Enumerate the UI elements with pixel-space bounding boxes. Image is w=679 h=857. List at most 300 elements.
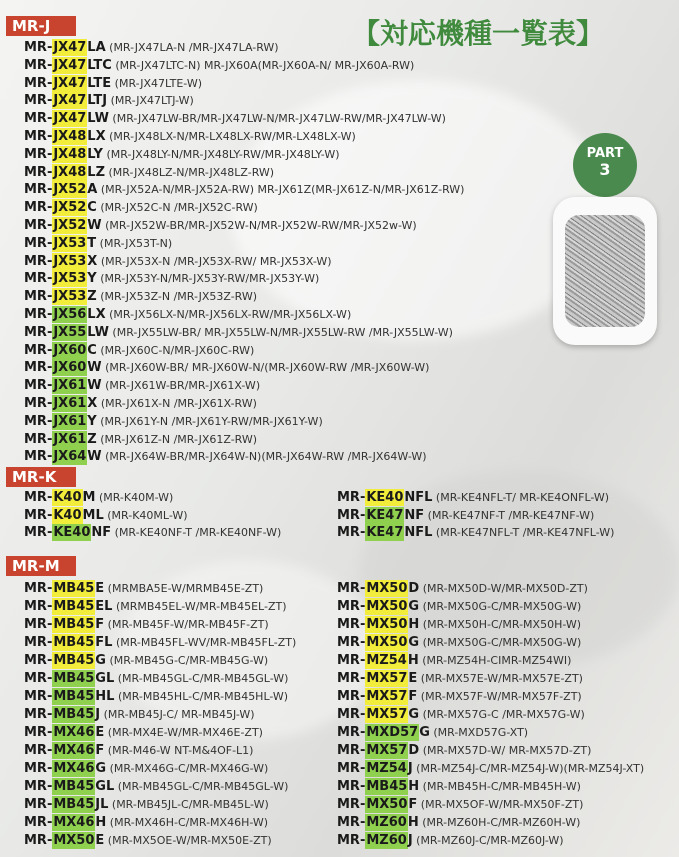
model-suffix: NF: [91, 525, 112, 540]
model-highlight: MZ54: [366, 653, 407, 668]
model-highlight: MZ54: [366, 761, 407, 776]
model-variants: (MR-MZ60J-C/MR-MZ60J-W): [412, 834, 564, 847]
model-suffix: LW: [87, 324, 109, 340]
model-row: [24, 199, 258, 216]
model-code: [24, 182, 97, 197]
model-code: [24, 271, 97, 286]
model-code: [24, 360, 102, 375]
model-code: [24, 414, 97, 429]
model-code: [337, 689, 417, 704]
model-highlight: JX55: [53, 324, 87, 340]
model-suffix: J: [407, 833, 413, 848]
model-prefix: MR-: [337, 490, 366, 505]
model-highlight: MX46: [53, 725, 95, 740]
model-row: [24, 814, 268, 831]
model-prefix: MR-: [24, 653, 53, 668]
model-prefix: MR-: [337, 725, 366, 740]
model-suffix: G: [95, 653, 106, 668]
model-suffix: LTC: [87, 57, 112, 73]
model-suffix: LX: [87, 307, 106, 322]
model-variants: (MR-MZ60H-C/MR-MZ60H-W): [418, 816, 581, 829]
model-prefix: MR-: [24, 271, 53, 287]
model-prefix: MR-: [24, 581, 53, 596]
model-variants: (MR-JX47LTE-W): [111, 76, 202, 90]
model-code: [337, 508, 424, 523]
model-suffix: F: [95, 743, 105, 758]
model-variants: (MR-MX4E-W/MR-MX46E-ZT): [104, 726, 263, 739]
model-suffix: W: [87, 378, 102, 394]
model-code: [24, 635, 112, 650]
model-suffix: H: [95, 815, 107, 830]
model-row: [337, 616, 581, 633]
model-highlight: JX53: [53, 271, 87, 287]
model-prefix: MR-: [24, 200, 53, 216]
model-code: [24, 833, 104, 848]
model-code: [24, 743, 104, 758]
model-suffix: G: [408, 635, 420, 650]
filter-mesh: [565, 215, 645, 327]
model-variants: (MR-JX47LTJ-W): [107, 94, 194, 108]
model-prefix: MR-: [337, 617, 366, 632]
model-prefix: MR-: [24, 129, 53, 144]
model-suffix: E: [95, 725, 105, 740]
model-row: [24, 524, 281, 541]
model-highlight: JX47: [53, 57, 87, 73]
model-variants: (MR-JX53Y-N/MR-JX53Y-RW/MR-JX53Y-W): [96, 272, 320, 286]
model-code: [337, 797, 417, 812]
model-variants: (MR-JX53T-N): [96, 236, 173, 250]
model-row: [24, 57, 414, 74]
model-highlight: JX60: [53, 360, 87, 376]
model-suffix: Y: [87, 413, 97, 429]
model-prefix: MR-: [24, 146, 53, 162]
model-row: [24, 616, 269, 633]
model-highlight: MX57: [366, 743, 408, 758]
model-highlight: MB45: [53, 581, 95, 596]
model-row: [337, 724, 528, 741]
model-variants: (MR-KE47NFL-T /MR-KE47NFL-W): [432, 526, 615, 539]
model-highlight: JX48: [53, 129, 87, 144]
model-row: [24, 413, 323, 430]
model-highlight: MX50: [53, 833, 95, 848]
model-row: [24, 670, 288, 687]
model-suffix: C: [87, 342, 97, 358]
model-prefix: MR-: [24, 431, 53, 447]
model-prefix: MR-: [24, 218, 53, 233]
model-row: [337, 778, 581, 795]
model-row: [337, 706, 585, 723]
model-variants: (MRMBA5E-W/MRMB45E-ZT): [104, 582, 264, 595]
model-prefix: MR-: [24, 253, 53, 269]
model-variants: (MR-JX61X-N /MR-JX61X-RW): [97, 397, 257, 410]
model-prefix: MR-: [24, 833, 53, 848]
model-variants: (MR-MX5OE-W/MR-MX50E-ZT): [104, 834, 272, 847]
model-code: [24, 343, 97, 358]
model-variants: (MR-MX5OF-W/MR-MX50F-ZT): [417, 798, 584, 811]
model-highlight: MX46: [53, 761, 95, 776]
model-row: [337, 507, 594, 524]
model-variants: (MR-K40ML-W): [103, 508, 188, 522]
model-code: [337, 743, 419, 758]
model-row: [24, 760, 268, 777]
model-prefix: MR-: [24, 779, 53, 794]
model-row: [24, 270, 319, 287]
model-row: [24, 507, 188, 524]
model-code: [24, 432, 97, 447]
model-prefix: MR-: [337, 689, 366, 704]
model-code: [24, 254, 97, 269]
model-code: [24, 779, 114, 794]
model-row: [337, 598, 581, 615]
model-suffix: HL: [95, 689, 115, 704]
model-variants: (MR-MX46H-C/MR-MX46H-W): [106, 816, 269, 829]
model-variants: (MR-JX55LW-BR/ MR-JX55LW-N/MR-JX55LW-RW /MR-JX55LW-W): [108, 325, 453, 339]
model-highlight: MB45: [53, 671, 95, 686]
model-row: [24, 110, 446, 127]
model-suffix: E: [95, 833, 105, 848]
model-suffix: LTJ: [87, 93, 108, 109]
model-code: [337, 779, 419, 794]
model-row: [24, 306, 351, 323]
model-row: [24, 448, 427, 465]
model-variants: (MR-K40M-W): [95, 491, 174, 504]
model-row: [24, 395, 257, 412]
model-code: [337, 761, 413, 776]
model-prefix: MR-: [337, 671, 366, 686]
model-variants: (MR-MB45JL-C/MR-MB45L-W): [108, 798, 269, 811]
model-variants: (MR-JX47LTC-N) MR-JX60A(MR-JX60A-N/ MR-JX60A-RW): [111, 58, 415, 72]
model-highlight: K40: [53, 507, 82, 523]
model-suffix: NF: [404, 507, 425, 523]
model-row: [337, 489, 609, 506]
model-row: [337, 742, 591, 759]
model-prefix: MR-: [24, 342, 53, 358]
model-suffix: EL: [95, 599, 113, 614]
model-code: [24, 815, 106, 830]
model-variants: (MR-MB45H-C/MR-MB45H-W): [419, 780, 581, 793]
model-code: [24, 449, 102, 464]
model-prefix: MR-: [24, 689, 53, 704]
model-code: [337, 490, 432, 505]
model-prefix: MR-: [24, 40, 53, 55]
model-variants: (MR-MB45J-C/ MR-MB45J-W): [100, 708, 255, 721]
model-highlight: MX50: [366, 599, 408, 614]
model-highlight: MB45: [53, 653, 95, 668]
model-row: [337, 580, 588, 597]
model-highlight: MX50: [366, 635, 408, 650]
model-variants: (MR-JX48LY-N/MR-JX48LY-RW/MR-JX48LY-W): [102, 147, 340, 161]
model-suffix: G: [408, 707, 420, 722]
model-row: [337, 634, 581, 651]
model-highlight: JX52: [53, 182, 87, 198]
model-prefix: MR-: [24, 490, 53, 505]
page-title: 【対応機種一覧表】: [352, 17, 605, 50]
model-highlight: MZ60: [366, 815, 407, 830]
model-suffix: F: [95, 617, 105, 632]
model-highlight: JX56: [53, 307, 87, 322]
model-prefix: MR-: [24, 413, 53, 429]
model-suffix: W: [87, 360, 102, 376]
model-row: [337, 688, 582, 705]
model-highlight: JX47: [53, 111, 87, 127]
model-suffix: FL: [95, 635, 113, 650]
model-code: [24, 396, 97, 411]
model-prefix: MR-: [337, 525, 366, 540]
model-variants: (MR-JX64W-BR/MR-JX64W-N)(MR-JX64W-RW /MR-JX64W-W): [101, 450, 427, 464]
model-code: [24, 218, 102, 233]
model-prefix: MR-: [24, 75, 53, 91]
model-variants: (MR-MX46G-C/MR-MX46G-W): [106, 762, 269, 775]
model-highlight: JX61: [53, 413, 87, 429]
model-variants: (MR-MX50G-C/MR-MX50G-W): [419, 600, 582, 613]
model-suffix: Z: [87, 289, 97, 305]
model-row: [24, 377, 260, 394]
model-prefix: MR-: [24, 507, 53, 523]
model-variants: (MR-MB45HL-C/MR-MB45HL-W): [114, 690, 289, 703]
model-code: [24, 617, 104, 632]
model-suffix: F: [408, 689, 418, 704]
model-variants: (MR-JX48LZ-N/MR-JX48LZ-RW): [105, 165, 275, 179]
model-variants: (MR-M46-W NT-M&4OF-L1): [104, 744, 254, 757]
model-prefix: MR-: [24, 324, 53, 340]
model-variants: (MR-JX48LX-N/MR-LX48LX-RW/MR-LX48LX-W): [105, 130, 356, 143]
model-suffix: GL: [95, 671, 115, 686]
model-code: [337, 599, 419, 614]
model-prefix: MR-: [24, 671, 53, 686]
model-row: [337, 524, 614, 541]
model-prefix: MR-: [337, 779, 366, 794]
model-code: [337, 617, 419, 632]
model-row: [24, 342, 254, 359]
model-row: [24, 128, 356, 145]
model-prefix: MR-: [337, 635, 366, 650]
model-highlight: JX53: [53, 289, 87, 305]
model-suffix: G: [408, 599, 420, 614]
model-highlight: MB45: [53, 707, 95, 722]
model-variants: (MR-MB45G-C/MR-MB45G-W): [105, 654, 269, 667]
model-suffix: LX: [87, 129, 106, 144]
model-variants: (MR-MX57F-W/MR-MX57F-ZT): [417, 690, 582, 703]
model-variants: (MR-MB45GL-C/MR-MB45GL-W): [114, 672, 289, 685]
model-suffix: G: [95, 761, 107, 776]
model-highlight: JX47: [53, 93, 87, 109]
model-code: [24, 581, 104, 596]
model-code: [24, 147, 103, 162]
model-suffix: E: [95, 581, 105, 596]
model-prefix: MR-: [24, 635, 53, 650]
model-prefix: MR-: [337, 581, 366, 596]
model-prefix: MR-: [24, 449, 53, 465]
model-suffix: LZ: [87, 164, 106, 180]
model-suffix: J: [95, 707, 101, 722]
model-highlight: MX50: [366, 797, 408, 812]
model-highlight: K40: [53, 490, 82, 505]
model-code: [24, 325, 109, 340]
model-highlight: KE40: [366, 490, 404, 505]
model-code: [24, 307, 106, 322]
model-suffix: T: [87, 235, 97, 251]
model-code: [24, 490, 95, 505]
model-highlight: KE40: [53, 525, 91, 540]
model-variants: (MR-JX60W-BR/ MR-JX60W-N/(MR-JX60W-RW /MR-JX60W-W): [101, 361, 430, 375]
model-row: [24, 724, 263, 741]
model-suffix: X: [87, 396, 98, 411]
model-suffix: G: [419, 725, 430, 740]
model-highlight: MZ60: [366, 833, 407, 848]
model-variants: (MRMB45EL-W/MR-MB45EL-ZT): [112, 600, 287, 613]
model-row: [24, 652, 268, 669]
model-code: [337, 581, 419, 596]
model-highlight: MB45: [53, 617, 95, 632]
model-prefix: MR-: [337, 507, 366, 523]
model-highlight: MB45: [53, 599, 95, 614]
model-variants: (MR-JX56LX-N/MR-JX56LX-RW/MR-JX56LX-W): [105, 308, 352, 321]
model-highlight: MX46: [53, 815, 95, 830]
model-prefix: MR-: [337, 833, 366, 848]
model-suffix: H: [407, 815, 419, 830]
model-code: [337, 725, 430, 740]
model-variants: (MR-JX60C-N/MR-JX60C-RW): [96, 343, 255, 357]
model-prefix: MR-: [24, 289, 53, 305]
model-highlight: MB45: [366, 779, 408, 794]
model-prefix: MR-: [24, 599, 53, 614]
model-prefix: MR-: [24, 93, 53, 109]
model-row: [24, 92, 194, 109]
model-highlight: JX47: [53, 40, 87, 55]
model-highlight: MX46: [53, 743, 95, 758]
model-row: [24, 489, 173, 506]
model-code: [24, 378, 102, 393]
model-suffix: D: [408, 743, 420, 758]
model-code: [24, 689, 114, 704]
model-prefix: MR-: [24, 396, 53, 411]
model-prefix: MR-: [337, 797, 366, 812]
model-highlight: MX57: [366, 671, 408, 686]
model-variants: (MR-MX57G-C /MR-MX57G-W): [419, 708, 585, 721]
model-code: [24, 40, 106, 55]
model-code: [337, 707, 419, 722]
model-highlight: MX50: [366, 581, 408, 596]
model-row: [337, 832, 564, 849]
model-row: [24, 778, 288, 795]
model-suffix: LY: [87, 146, 103, 162]
model-prefix: MR-: [337, 653, 366, 668]
model-variants: (MR-MXD57G-XT): [429, 726, 529, 739]
model-code: [24, 797, 108, 812]
model-highlight: MB45: [53, 689, 95, 704]
part-badge-label: PART: [586, 146, 624, 161]
model-code: [24, 508, 104, 523]
model-suffix: Y: [87, 271, 97, 287]
model-suffix: A: [87, 182, 98, 198]
model-row: [24, 39, 279, 56]
model-highlight: JX47: [53, 75, 87, 91]
model-suffix: M: [82, 490, 96, 505]
model-prefix: MR-: [24, 815, 53, 830]
model-suffix: LA: [87, 40, 106, 55]
model-code: [337, 653, 419, 668]
model-prefix: MR-: [24, 235, 53, 251]
model-highlight: KE47: [366, 507, 404, 523]
model-code: [337, 671, 417, 686]
model-row: [24, 164, 274, 181]
model-suffix: ML: [82, 507, 104, 523]
model-prefix: MR-: [337, 599, 366, 614]
model-code: [24, 76, 111, 91]
model-row: [24, 146, 340, 163]
model-row: [24, 181, 464, 198]
model-prefix: MR-: [24, 707, 53, 722]
model-code: [337, 635, 419, 650]
model-highlight: MX57: [366, 689, 408, 704]
model-prefix: MR-: [337, 761, 366, 776]
model-prefix: MR-: [24, 164, 53, 180]
model-code: [24, 289, 97, 304]
model-row: [24, 324, 453, 341]
model-highlight: JX52: [53, 218, 87, 233]
model-highlight: JX60: [53, 342, 87, 358]
model-prefix: MR-: [337, 743, 366, 758]
model-row: [24, 288, 257, 305]
model-suffix: NFL: [404, 490, 433, 505]
model-highlight: MB45: [53, 779, 95, 794]
model-code: [337, 815, 419, 830]
model-suffix: Z: [87, 431, 97, 447]
model-prefix: MR-: [24, 307, 53, 322]
model-highlight: JX61: [53, 396, 87, 411]
model-row: [24, 75, 202, 92]
model-variants: (MR-MB45FL-WV/MR-MB45FL-ZT): [112, 636, 297, 649]
model-highlight: JX53: [53, 235, 87, 251]
model-highlight: JX61: [53, 431, 87, 447]
model-suffix: LTE: [87, 75, 112, 91]
model-suffix: W: [87, 449, 102, 465]
model-variants: (MR-MB45GL-C/MR-MB45GL-W): [114, 780, 289, 793]
model-variants: (MR-MX57D-W/ MR-MX57D-ZT): [419, 744, 592, 757]
model-highlight: MXD57: [366, 725, 419, 740]
model-row: [337, 652, 571, 669]
model-suffix: GL: [95, 779, 115, 794]
model-highlight: JX64: [53, 449, 87, 465]
model-suffix: LW: [87, 111, 109, 127]
model-highlight: MX50: [366, 617, 408, 632]
model-row: [24, 359, 429, 376]
model-row: [24, 217, 417, 234]
model-prefix: MR-: [24, 525, 53, 540]
model-prefix: MR-: [337, 707, 366, 722]
model-row: [24, 796, 269, 813]
model-prefix: MR-: [24, 378, 53, 394]
model-prefix: MR-: [24, 797, 53, 812]
model-variants: (MR-JX52A-N/MR-JX52A-RW) MR-JX61Z(MR-JX61Z-N/MR-JX61Z-RW): [97, 183, 465, 197]
model-row: [337, 796, 583, 813]
model-row: [24, 742, 253, 759]
model-variants: (MR-MX50H-C/MR-MX50H-W): [419, 618, 582, 631]
model-variants: (MR-MB45F-W/MR-MB45F-ZT): [104, 618, 269, 631]
model-suffix: X: [87, 253, 98, 269]
filter-product-image: [553, 197, 657, 345]
model-variants: (MR-JX61W-BR/MR-JX61X-W): [101, 379, 261, 393]
model-code: [337, 833, 413, 848]
section-header: MR-M: [6, 556, 76, 576]
model-prefix: MR-: [24, 617, 53, 632]
model-highlight: KE47: [366, 525, 404, 540]
model-variants: (MR-MX57E-W/MR-MX57E-ZT): [417, 672, 583, 685]
model-variants: (MR-JX61Y-N /MR-JX61Y-RW/MR-JX61Y-W): [96, 414, 323, 428]
model-highlight: JX52: [53, 200, 87, 216]
model-code: [24, 93, 107, 108]
part-badge-number: 3: [599, 160, 611, 179]
